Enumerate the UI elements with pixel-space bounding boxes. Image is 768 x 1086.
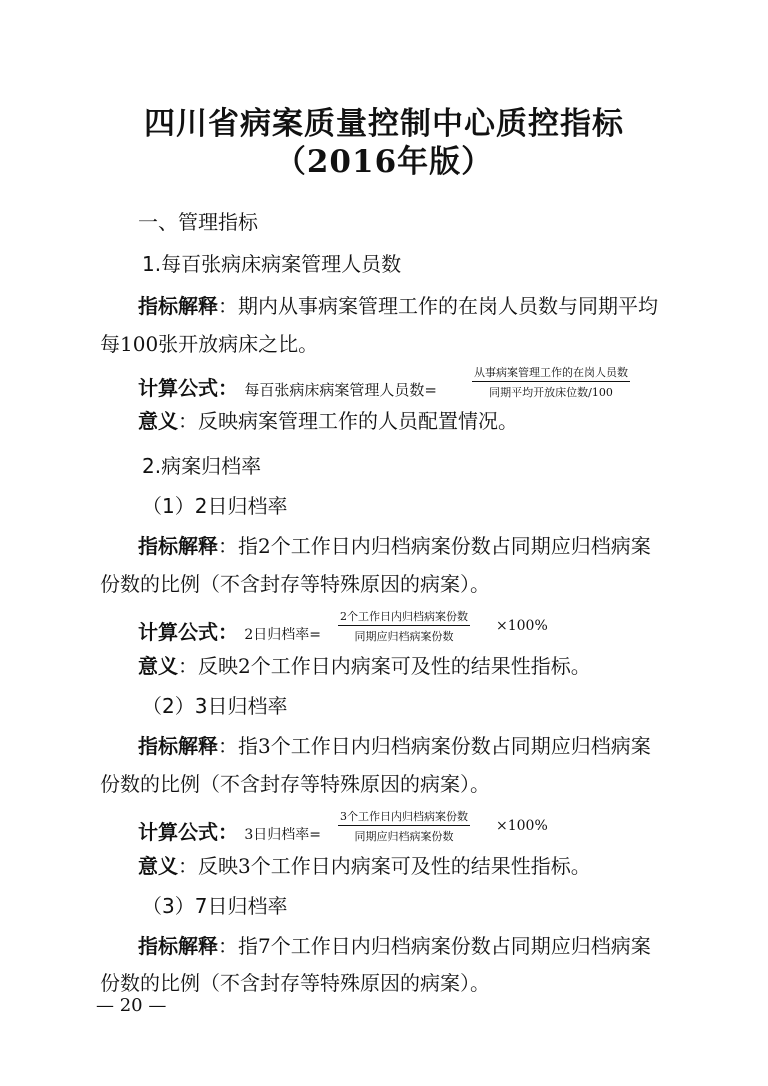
sub2-heading: （2）3日归档率	[142, 694, 288, 718]
sub1-definition-line1	[138, 530, 651, 559]
item1-definition-line1	[138, 290, 658, 319]
sub1-definition-line2: 份数的比例（不含封存等特殊原因的病案）。	[100, 572, 490, 596]
sub2-formula	[138, 816, 321, 845]
sub2-formula-suffix: ×100%	[496, 818, 548, 834]
formula-denominator: 同期应归档病案份数	[354, 630, 454, 643]
formula-label: 计算公式：	[138, 620, 238, 644]
sub1-meaning	[138, 650, 591, 679]
definition-text: ：指7个工作日内归档病案份数占同期应归档病案	[218, 934, 651, 958]
sub1-formula	[138, 616, 321, 645]
formula-numerator: 从事病案管理工作的在岗人员数	[472, 364, 630, 382]
meaning-text: ：反映病案管理工作的人员配置情况。	[178, 409, 518, 433]
formula-denominator: 同期平均开放床位数/100	[489, 386, 613, 399]
formula-denominator: 同期应归档病案份数	[354, 830, 454, 843]
formula-label: 计算公式：	[138, 376, 238, 400]
meaning-label: 意义	[138, 854, 178, 878]
definition-label: 指标解释	[138, 534, 218, 558]
item1-definition-line2: 每100张开放病床之比。	[100, 332, 319, 356]
definition-text: ：指2个工作日内归档病案份数占同期应归档病案	[218, 534, 651, 558]
document-title-line1: 四川省病案质量控制中心质控指标	[144, 106, 624, 142]
sub2-formula-fraction	[338, 808, 470, 844]
item1-heading: 1.每百张病床病案管理人员数	[142, 252, 402, 276]
page-number: — 20 —	[96, 995, 167, 1016]
formula-numerator: 2个工作日内归档病案份数	[338, 608, 470, 626]
meaning-label: 意义	[138, 409, 178, 433]
section-heading: 一、管理指标	[138, 210, 258, 234]
definition-label: 指标解释	[138, 934, 218, 958]
item2-heading: 2.病案归档率	[142, 454, 262, 478]
item1-meaning	[138, 405, 518, 434]
sub2-definition-line1	[138, 730, 651, 759]
sub1-formula-suffix: ×100%	[496, 618, 548, 634]
meaning-text: ：反映2个工作日内病案可及性的结果性指标。	[178, 654, 591, 678]
formula-lhs: 每百张病床病案管理人员数=	[244, 381, 437, 399]
definition-label: 指标解释	[138, 294, 218, 318]
meaning-label: 意义	[138, 654, 178, 678]
sub2-meaning	[138, 850, 591, 879]
formula-lhs: 3日归档率=	[244, 827, 321, 843]
definition-label: 指标解释	[138, 734, 218, 758]
definition-text: ：期内从事病案管理工作的在岗人员数与同期平均	[218, 294, 658, 318]
sub3-definition-line1	[138, 930, 651, 959]
document-title-line2: （2016年版）	[274, 144, 494, 180]
sub1-formula-fraction	[338, 608, 470, 644]
formula-label: 计算公式：	[138, 820, 238, 844]
sub2-definition-line2: 份数的比例（不含封存等特殊原因的病案）。	[100, 772, 490, 796]
formula-numerator: 3个工作日内归档病案份数	[338, 808, 470, 826]
item1-formula-fraction	[472, 364, 630, 400]
formula-lhs: 2日归档率=	[244, 627, 321, 643]
item1-formula	[138, 372, 437, 401]
sub1-heading: （1）2日归档率	[142, 494, 288, 518]
definition-text: ：指3个工作日内归档病案份数占同期应归档病案	[218, 734, 651, 758]
sub3-heading: （3）7日归档率	[142, 894, 288, 918]
sub3-definition-line2: 份数的比例（不含封存等特殊原因的病案）。	[100, 971, 490, 995]
meaning-text: ：反映3个工作日内病案可及性的结果性指标。	[178, 854, 591, 878]
